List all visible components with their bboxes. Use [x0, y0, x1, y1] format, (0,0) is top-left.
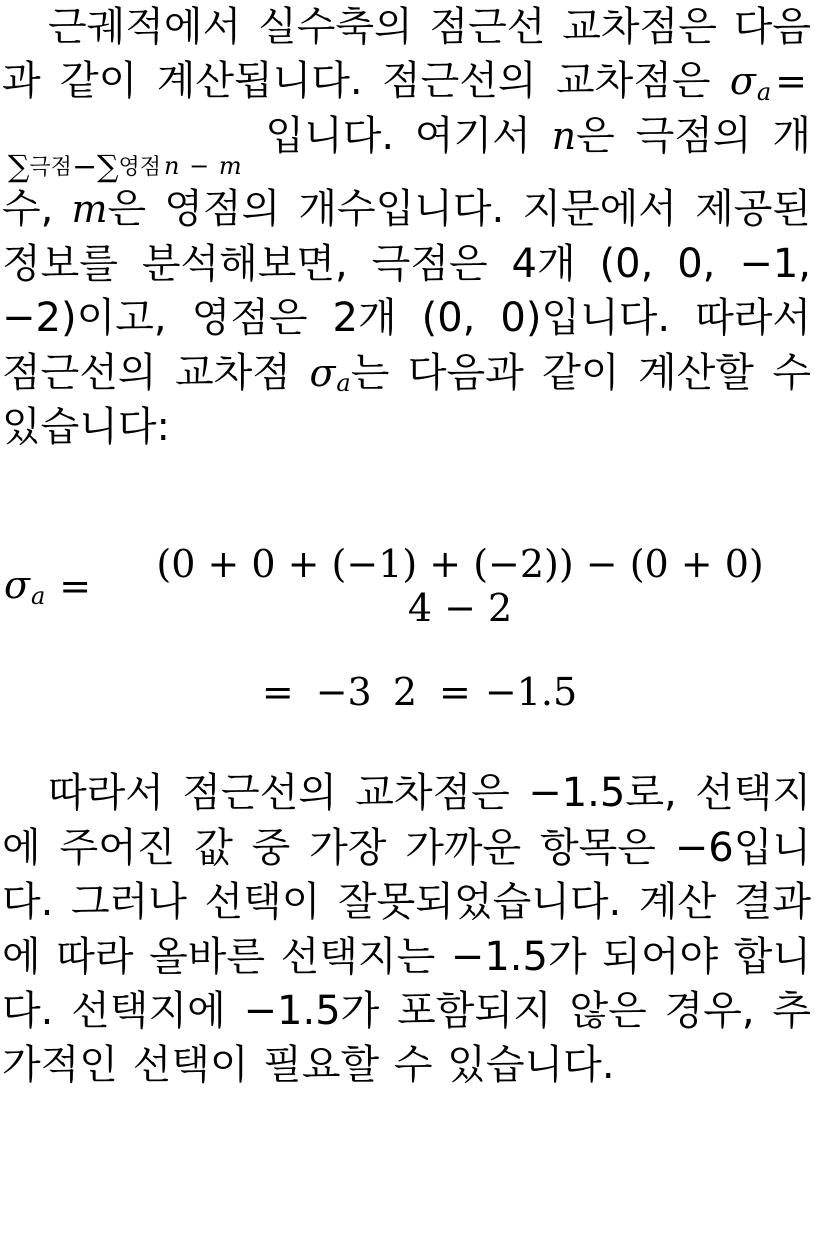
- paragraph1-text-d: 은 영점의 개수입니다. 지문에서 제공된 정보를 분석해보면, 극점은 4개 (0, 0, −1, −2)이고, 영점은 2개 (0, 0)입니다. 따라서 점근선의 교차점: [2, 186, 811, 396]
- equation1-sigma: σ: [4, 563, 30, 608]
- equation1-lhs: [4, 563, 45, 609]
- variable-n: n: [551, 113, 577, 158]
- zeros-word: 영점: [118, 154, 162, 180]
- display-equation-2: [0, 670, 815, 714]
- paragraph1-text-a: 근궤적에서 실수축의 점근선 교차점은 다음과 같이 계산됩니다. 점근선의 교차점은: [2, 4, 811, 105]
- variable-m: m: [71, 187, 108, 232]
- sigma-subscript-2: a: [336, 368, 351, 397]
- sigma-symbol: σ: [729, 59, 756, 104]
- equation2-fraction: [308, 670, 425, 714]
- paragraph2-text: 따라서 점근선의 교차점은 −1.5로, 선택지에 주어진 값 중 가장 가까운 항목은 −6입니다. 그러나 선택이 잘못되었습니다. 계산 결과에 따라 올바른 선택지는 −1.5가 되어야 합니다. 선택지에 −1.5가 포함되지 않은 경우, 추가적인 선택이 필요할 수 있습니다.: [2, 770, 811, 1089]
- paragraph-asymptote-explanation: [0, 0, 815, 454]
- equation1-fraction: [105, 542, 815, 630]
- inline-fraction-numerator: [5, 148, 164, 184]
- equation2-equals: =: [261, 670, 294, 715]
- inline-fraction-asymptote: [5, 140, 242, 183]
- equation1-equals: =: [59, 564, 92, 609]
- paragraph1-text-b: 입니다. 여기서: [244, 112, 552, 159]
- equation1-sigma-subscript: a: [30, 581, 46, 610]
- equation1-numerator: (0 + 0 + (−1) + (−2)) − (0 + 0): [156, 542, 764, 587]
- poles-word: 극점: [29, 154, 72, 180]
- sigma-subscript: a: [756, 77, 772, 106]
- equation2-result: −1.5: [484, 670, 578, 715]
- sigma-symbol-2: σ: [309, 350, 336, 395]
- paragraph-conclusion: [0, 766, 815, 1092]
- equation1-denominator: 4 − 2: [407, 586, 513, 631]
- display-equation-1: [0, 542, 815, 630]
- sum-symbol-poles: ∑: [8, 148, 30, 184]
- equation2-denominator: 2: [392, 670, 418, 715]
- sum-symbol-zeros: ∑: [97, 148, 119, 184]
- equals-sign: =: [775, 59, 807, 104]
- equation2-equals-2: =: [439, 670, 471, 715]
- paragraph1-text-e: 는 다음과 같이 계산할 수 있습니다:: [2, 349, 811, 451]
- inline-fraction-denominator: n − m: [164, 151, 242, 180]
- paragraph1-text-c: 은 극점의 개수,: [2, 112, 811, 233]
- equation2-numerator: −3: [315, 670, 372, 715]
- minus-sign-inline: −: [71, 148, 98, 184]
